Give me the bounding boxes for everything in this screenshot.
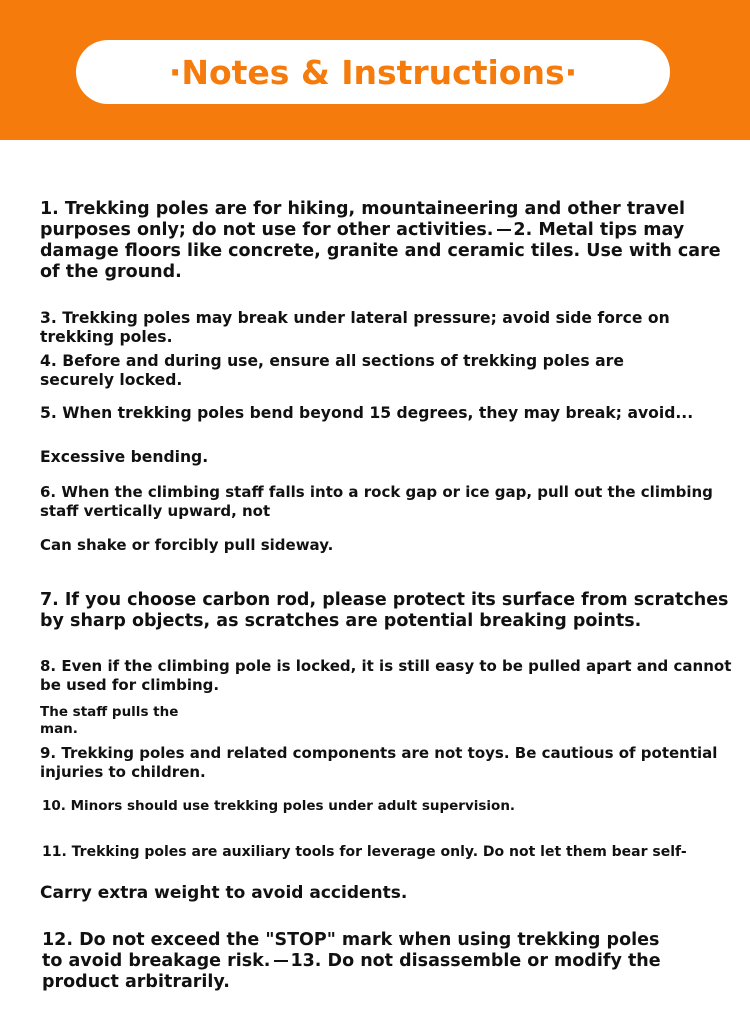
note-3 bbox=[40, 309, 670, 347]
note-8-cont bbox=[40, 704, 178, 738]
note-12-line-2: to avoid breakage risk. bbox=[42, 951, 271, 971]
note-9-line-1: 9. Trekking poles and related components are not toys. Be cautious of potential bbox=[40, 744, 718, 762]
note-11-cont bbox=[40, 884, 407, 903]
note-2-line-2: damage floors like concrete, granite and ceramic tiles. Use with care bbox=[40, 241, 721, 261]
note-12-line-1: 12. Do not exceed the "STOP" mark when using trekking poles bbox=[42, 930, 660, 950]
note-2-line-1: 2. Metal tips may bbox=[513, 220, 685, 240]
note-7-line-1: 7. If you choose carbon rod, please protect its surface from scratches bbox=[40, 590, 729, 610]
note-6-line-2: staff vertically upward, not bbox=[40, 502, 271, 520]
note-11-line-1: 11. Trekking poles are auxiliary tools for leverage only. Do not let them bear self- bbox=[42, 844, 687, 860]
note-12-13 bbox=[42, 930, 661, 993]
page-title: ·Notes & Instructions· bbox=[168, 52, 578, 92]
note-1-2 bbox=[40, 199, 721, 283]
note-8-line-4: man. bbox=[40, 721, 78, 737]
note-6 bbox=[40, 483, 713, 521]
note-8 bbox=[40, 657, 731, 695]
note-3-line-2: trekking poles. bbox=[40, 328, 173, 346]
note-9-line-2: injuries to children. bbox=[40, 763, 206, 781]
note-5-line-1: 5. When trekking poles bend beyond 15 degrees, they may break; avoid... bbox=[40, 404, 694, 422]
note-13-line-2: product arbitrarily. bbox=[42, 972, 230, 992]
header-banner bbox=[0, 0, 750, 140]
note-10 bbox=[42, 798, 515, 815]
note-1-line-2: purposes only; do not use for other activities. bbox=[40, 220, 494, 240]
note-7 bbox=[40, 590, 728, 632]
note-6-line-1: 6. When the climbing staff falls into a rock gap or ice gap, pull out the climbing bbox=[40, 483, 713, 501]
note-6-line-3: Can shake or forcibly pull sideway. bbox=[40, 536, 334, 554]
title-pill bbox=[76, 40, 670, 104]
note-4 bbox=[40, 352, 624, 390]
note-13-line-1: 13. Do not disassemble or modify the bbox=[290, 951, 661, 971]
note-2-line-3: of the ground. bbox=[40, 262, 182, 282]
note-7-line-2: by sharp objects, as scratches are potential breaking points. bbox=[40, 611, 642, 631]
note-5-line-2: Excessive bending. bbox=[40, 448, 209, 466]
note-11-line-2: Carry extra weight to avoid accidents. bbox=[40, 883, 408, 903]
note-5-cont bbox=[40, 448, 208, 467]
note-4-line-1: 4. Before and during use, ensure all sections of trekking poles are bbox=[40, 352, 624, 370]
note-11 bbox=[42, 843, 687, 861]
note-1-line-1: 1. Trekking poles are for hiking, mountaineering and other travel bbox=[40, 199, 685, 219]
note-9 bbox=[40, 744, 717, 782]
note-4-line-2: securely locked. bbox=[40, 371, 183, 389]
note-5 bbox=[40, 404, 693, 423]
note-3-line-1: 3. Trekking poles may break under lateral pressure; avoid side force on bbox=[40, 309, 670, 327]
note-10-line-1: 10. Minors should use trekking poles under adult supervision. bbox=[42, 798, 516, 814]
note-6-cont bbox=[40, 536, 333, 555]
note-8-line-2: be used for climbing. bbox=[40, 676, 220, 694]
note-8-line-1: 8. Even if the climbing pole is locked, it is still easy to be pulled apart and cannot bbox=[40, 657, 732, 675]
separator-dash bbox=[497, 229, 511, 231]
separator-dash bbox=[274, 960, 288, 962]
note-8-line-3: The staff pulls the bbox=[40, 704, 179, 720]
